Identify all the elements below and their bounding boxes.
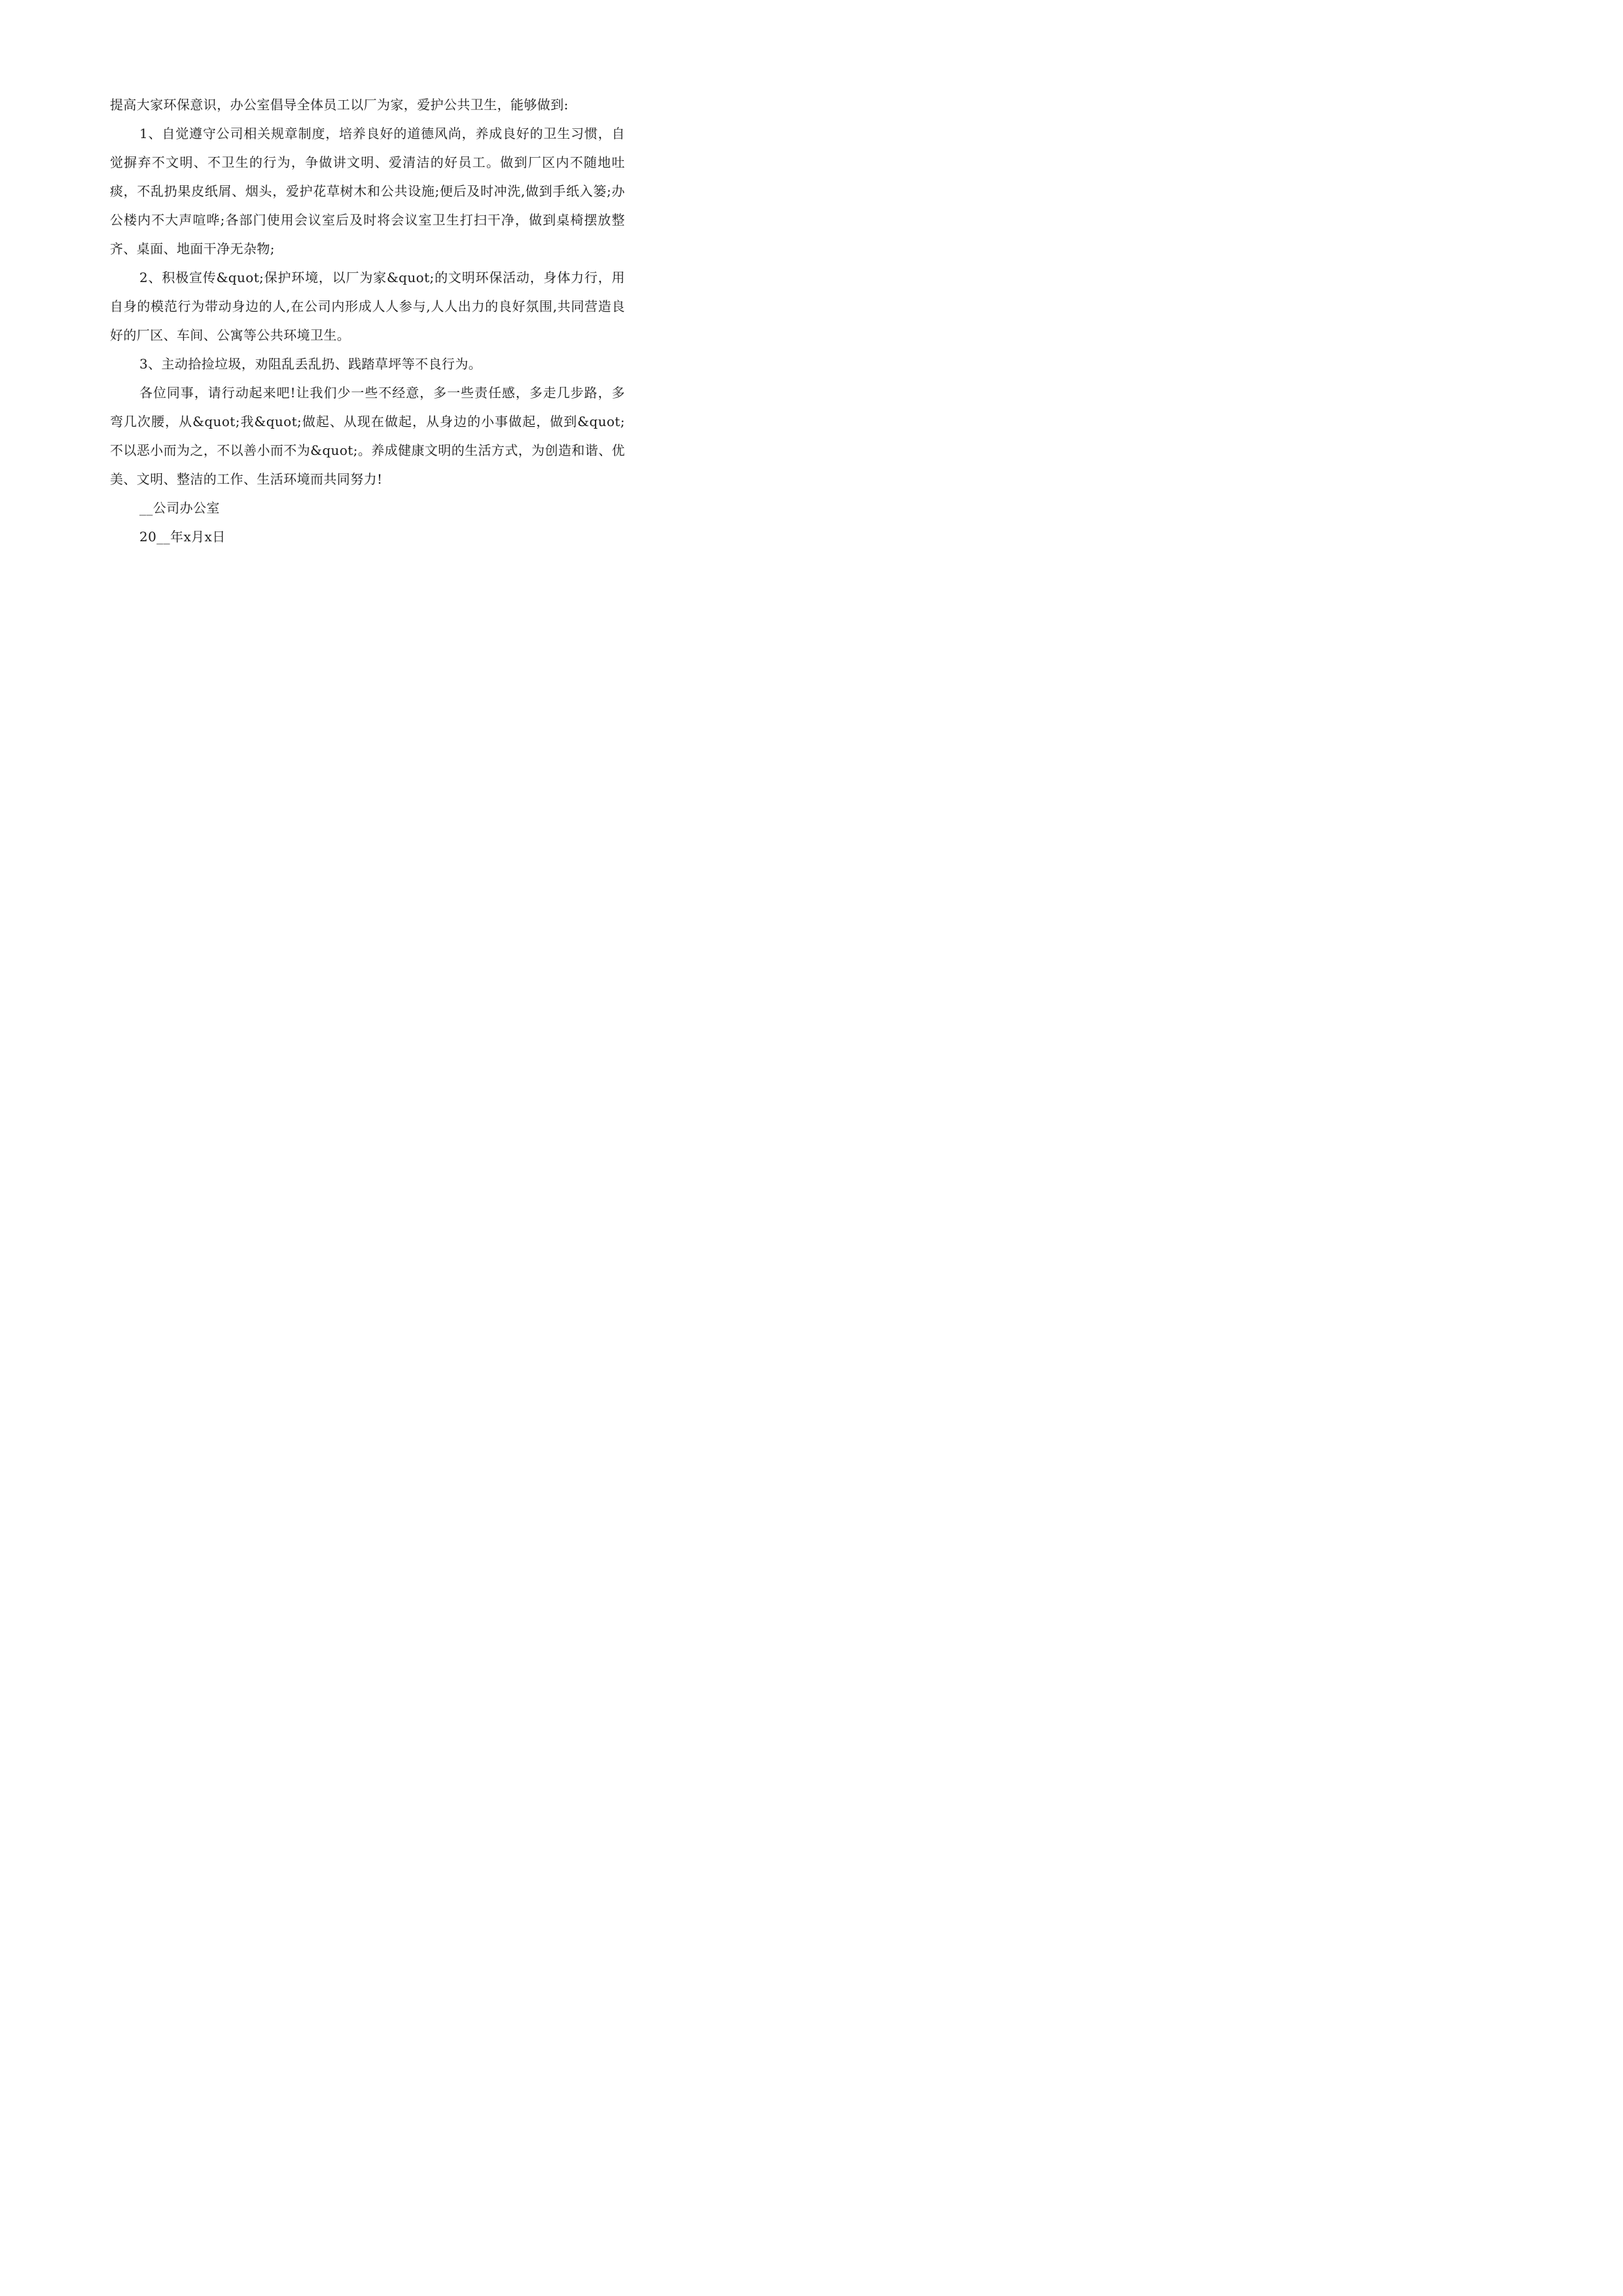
signature-date: 20__年x月x日	[139, 529, 226, 545]
item-3-paragraph: 3、主动拾捡垃圾，劝阻乱丢乱扔、践踏草坪等不良行为。	[139, 356, 482, 372]
item-2-paragraph: 2、积极宣传&quot;保护环境，以厂为家&quot;的文明环保活动，身体力行，用自身的模范行为带动身边的人,在公司内形成人人参与,人人出力的良好氛围,共同营造良好的厂区、车间、公寓等公共环境卫生。	[110, 270, 625, 343]
intro-paragraph: 提高大家环保意识，办公室倡导全体员工以厂为家，爱护公共卫生，能够做到:	[110, 97, 569, 113]
document-page	[0, 0, 726, 1026]
document-body	[110, 90, 625, 551]
closing-paragraph: 各位同事，请行动起来吧!让我们少一些不经意，多一些责任感，多走几步路，多弯几次腰，从&quot;我&quot;做起、从现在做起，从身边的小事做起，做到&quot;不以恶小而为之，不以善小而不为&quot;。养成健康文明的生活方式，为创造和谐、优美、文明、整洁的工作、生活环境而共同努力!	[110, 385, 625, 487]
signature-org: __公司办公室	[139, 500, 220, 516]
item-1-paragraph: 1、自觉遵守公司相关规章制度，培养良好的道德风尚，养成良好的卫生习惯，自觉摒弃不文明、不卫生的行为，争做讲文明、爱清洁的好员工。做到厂区内不随地吐痰，不乱扔果皮纸屑、烟头，爱护花草树木和公共设施;便后及时冲洗,做到手纸入篓;办公楼内不大声喧哗;各部门使用会议室后及时将会议室卫生打扫干净，做到桌椅摆放整齐、桌面、地面干净无杂物;	[110, 126, 625, 257]
